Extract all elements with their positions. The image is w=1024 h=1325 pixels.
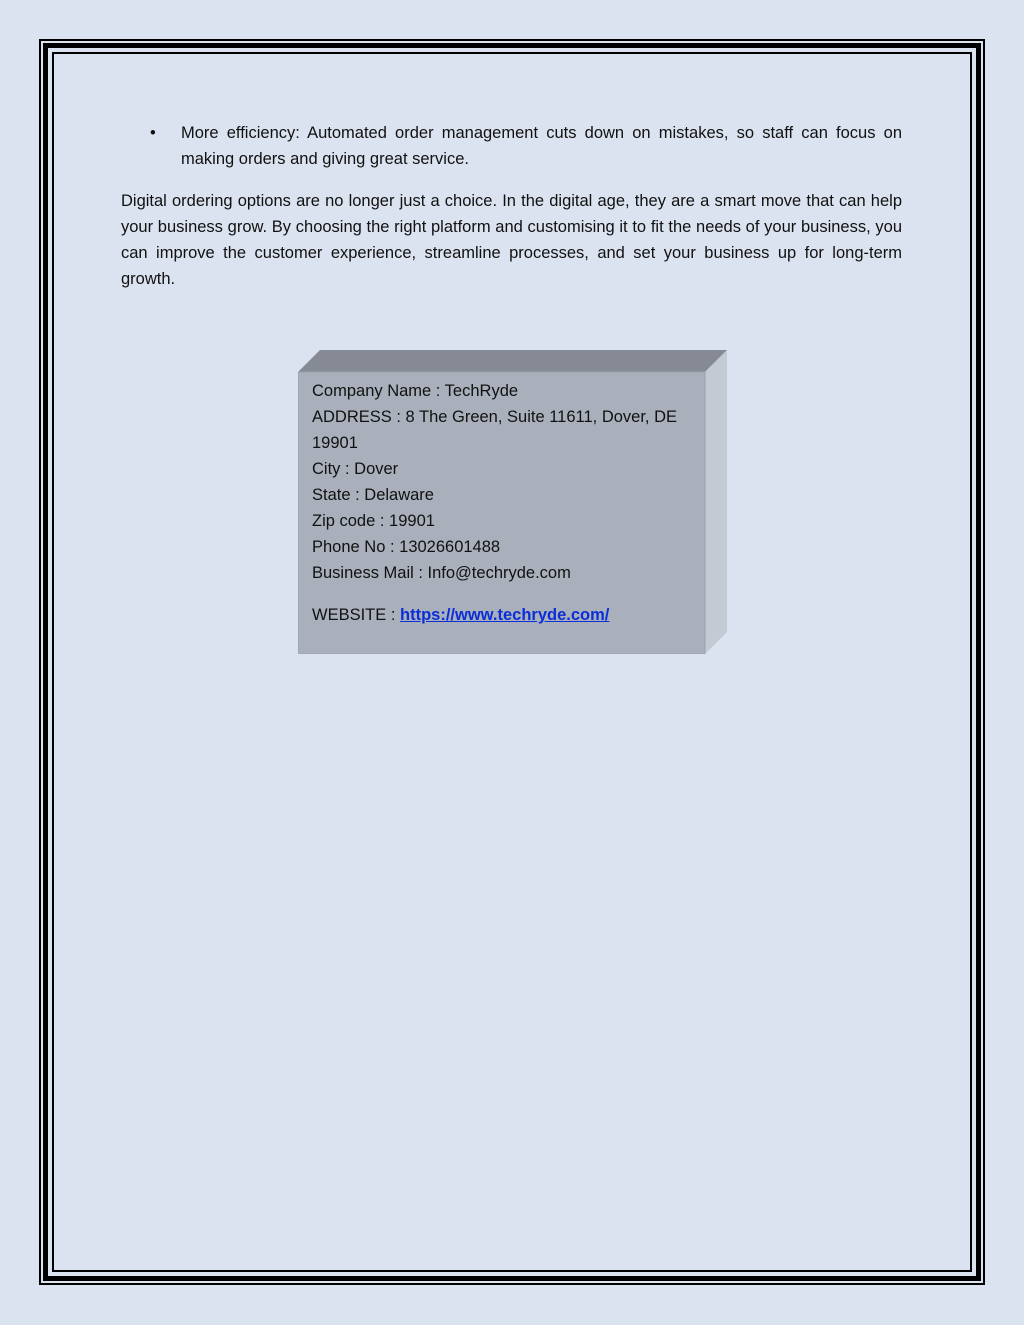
company-zip: Zip code : 19901 (312, 512, 435, 530)
company-city: City : Dover (312, 460, 399, 478)
bullet-icon: • (150, 124, 156, 142)
company-email: Business Mail : Info@techryde.com (312, 564, 571, 582)
body-paragraph: Digital ordering options are no longer just a choice. In the digital age, they are a smart move that can help your business grow. By choosing the right platform and customising it to fit the needs of your business, you can improve the customer experience, streamline processes, and set your business up for long-term growth. (121, 192, 902, 288)
website-label: WEBSITE : (312, 606, 401, 624)
bullet-item-efficiency: More efficiency: Automated order management cuts down on mistakes, so staff can focus on making orders and giving great service. (181, 124, 902, 168)
company-phone: Phone No : 13026601488 (312, 538, 501, 556)
box-top-face (298, 350, 727, 372)
contact-info-box (298, 350, 728, 654)
contact-info-text (312, 378, 692, 628)
company-address: ADDRESS : 8 The Green, Suite 11611, Dover, DE 19901 (312, 408, 678, 452)
website-line (312, 602, 692, 628)
company-state: State : Delaware (312, 486, 434, 504)
website-link[interactable]: https://www.techryde.com/ (400, 606, 610, 624)
box-side-face (705, 350, 727, 654)
company-name: Company Name : TechRyde (312, 382, 519, 400)
